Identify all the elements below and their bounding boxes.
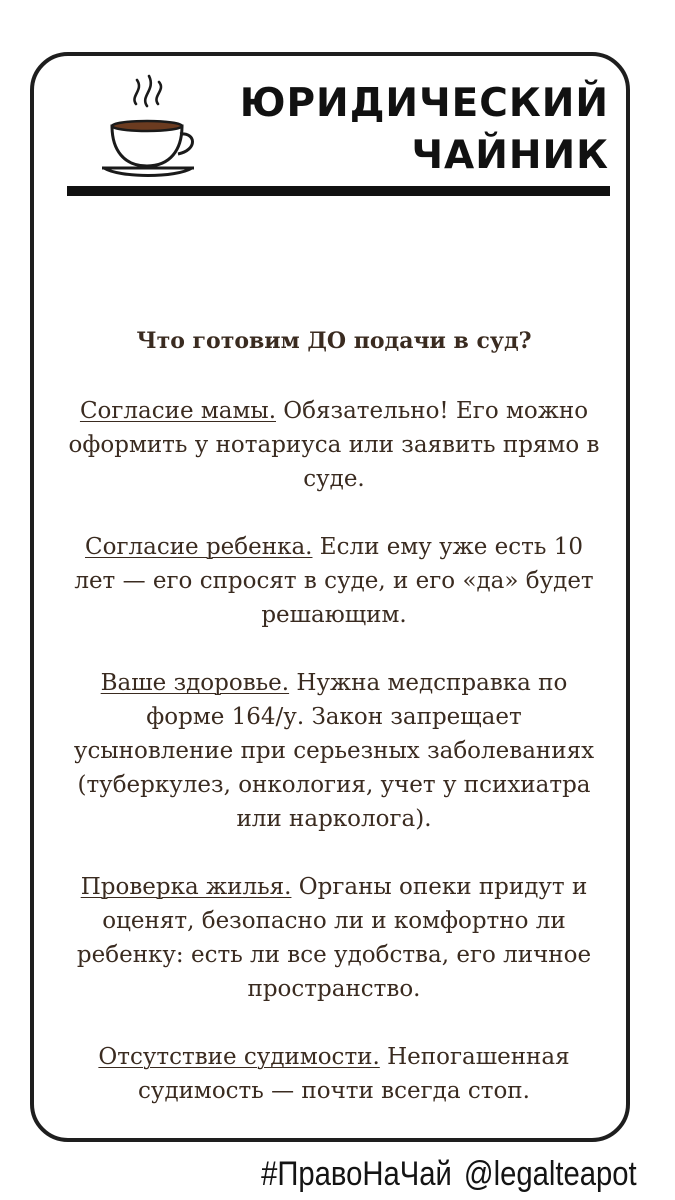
requirement-text: Если ему уже есть 10 лет — его спросят в суде, и его «да» будет решающим. — [74, 534, 594, 628]
requirement-label: Согласие ребенка. — [85, 534, 313, 560]
title-line-2: ЧАЙНИК — [411, 133, 609, 178]
title-line-1: ЮРИДИЧЕСКИЙ — [239, 81, 609, 126]
teacup-icon — [100, 74, 200, 186]
footer — [261, 1152, 637, 1196]
header-divider — [67, 186, 610, 196]
requirement-text: Непогашенная судимость — почти всегда стоп. — [138, 1044, 570, 1104]
page-title — [240, 78, 609, 182]
requirement-label: Отсутствие судимости. — [98, 1044, 380, 1070]
requirement-item — [64, 666, 604, 836]
requirement-label: Ваше здоровье. — [100, 670, 290, 696]
requirement-label: Проверка жилья. — [80, 874, 292, 900]
requirement-label: Согласие мамы. — [79, 398, 276, 424]
main-content — [64, 324, 604, 1142]
section-question: Что готовим ДО подачи в суд? — [136, 328, 532, 354]
footer-hashtag: #ПравоНаЧай — [261, 1155, 453, 1193]
requirement-item — [64, 1040, 604, 1108]
requirement-text: Обязательно! Его можно оформить у нотариуса или заявить прямо в суде. — [68, 398, 600, 492]
requirement-item — [64, 394, 604, 496]
requirement-text: Нужна медсправка по форме 164/у. Закон запрещает усыновление при серьезных заболеваниях (туберкулез, онкология, учет у психиатра или нарколога). — [73, 670, 595, 832]
requirement-item — [64, 530, 604, 632]
requirement-item — [64, 870, 604, 1006]
requirement-text: Органы опеки придут и оценят, безопасно ли и комфортно ли ребенку: есть ли все удобства, его личное пространство. — [76, 874, 592, 1002]
footer-handle: @legalteapot — [464, 1155, 637, 1193]
